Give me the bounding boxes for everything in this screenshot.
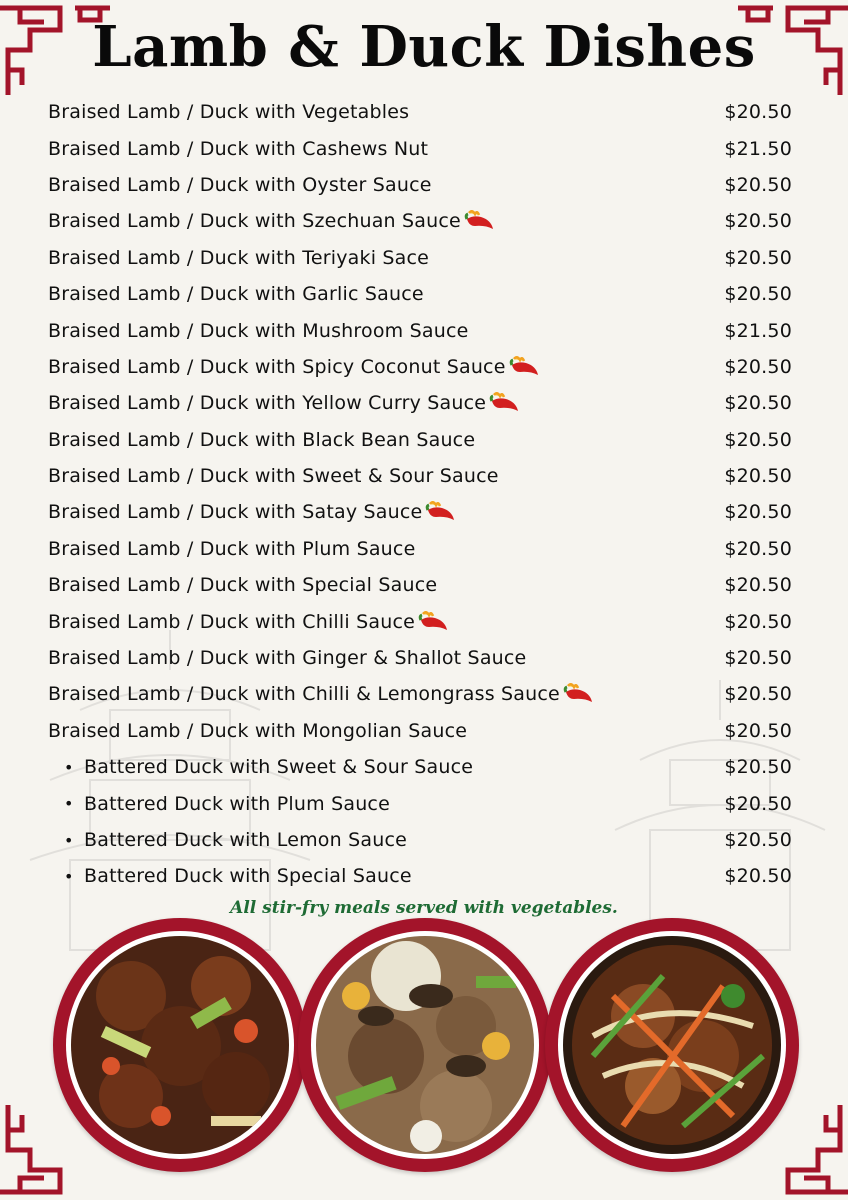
- menu-item: [48, 640, 792, 676]
- chili-pepper-icon: [424, 500, 456, 524]
- menu-item: [48, 312, 792, 348]
- menu-item-name: Braised Lamb / Duck with Garlic Sauce: [48, 283, 424, 306]
- menu-item: [48, 676, 792, 712]
- menu-item-name-wrap: [48, 283, 424, 305]
- menu-item-name: Battered Duck with Plum Sauce: [84, 792, 390, 815]
- menu-item: [48, 203, 792, 239]
- menu-item: [48, 349, 792, 385]
- chili-pepper-icon: [463, 209, 495, 233]
- menu-item-price: $20.50: [724, 829, 792, 851]
- dish-photo-3: [545, 918, 799, 1172]
- menu-item-name: Braised Lamb / Duck with Black Bean Sauce: [48, 428, 476, 451]
- menu-item-price: $20.50: [724, 537, 792, 560]
- menu-item-price: $20.50: [724, 683, 792, 706]
- menu-item-name: Braised Lamb / Duck with Oyster Sauce: [48, 173, 432, 196]
- menu-item-name-wrap: [48, 574, 437, 596]
- bullet-icon: •: [64, 866, 74, 886]
- bullet-icon: •: [64, 794, 74, 814]
- menu-item: [48, 276, 792, 312]
- menu-item-price: $20.50: [724, 574, 792, 597]
- menu-item-price: $20.50: [724, 283, 792, 306]
- menu-item: [48, 531, 792, 567]
- menu-item: [48, 749, 792, 785]
- menu-item: [48, 422, 792, 458]
- menu-item-name: Braised Lamb / Duck with Vegetables: [48, 101, 410, 124]
- menu-item-name: Braised Lamb / Duck with Chilli Sauce: [48, 610, 415, 633]
- menu-item-name: Braised Lamb / Duck with Yellow Curry Sauce: [48, 392, 487, 415]
- menu-item-price: $20.50: [724, 647, 792, 670]
- chili-pepper-icon: [508, 355, 540, 379]
- menu-item-name-wrap: [48, 538, 415, 560]
- menu-item-name: Braised Lamb / Duck with Spicy Coconut Sauce: [48, 355, 506, 378]
- menu-item-price: $20.50: [724, 865, 792, 888]
- menu-item-price: $20.50: [724, 392, 792, 415]
- menu-item-name: Battered Duck with Special Sauce: [84, 865, 412, 888]
- menu-item-name-wrap: [48, 465, 499, 487]
- menu-item-name-wrap: [48, 174, 432, 196]
- menu-item-name: Braised Lamb / Duck with Szechuan Sauce: [48, 210, 461, 233]
- menu-item-name: Braised Lamb / Duck with Plum Sauce: [48, 537, 416, 560]
- menu-item: [48, 130, 792, 166]
- menu-item: [48, 458, 792, 494]
- menu-item-name: Battered Duck with Sweet & Sour Sauce: [84, 756, 474, 779]
- menu-item-price: $21.50: [724, 137, 792, 160]
- menu-item-name: Braised Lamb / Duck with Special Sauce: [48, 574, 438, 597]
- menu-item-price: $20.50: [724, 101, 792, 124]
- menu-item-name: Battered Duck with Lemon Sauce: [84, 829, 407, 851]
- menu-item-name-wrap: [48, 793, 390, 815]
- menu-item: [48, 240, 792, 276]
- menu-item-name-wrap: [48, 610, 449, 634]
- menu-item-price: $20.50: [724, 246, 792, 269]
- menu-item: [48, 603, 792, 639]
- bullet-icon: •: [64, 830, 74, 850]
- menu-item-name: Braised Lamb / Duck with Chilli & Lemongrass Sauce: [48, 683, 560, 706]
- menu-item-name: Braised Lamb / Duck with Cashews Nut: [48, 137, 429, 160]
- menu-item-price: $20.50: [724, 792, 792, 815]
- menu-item-name: Braised Lamb / Duck with Satay Sauce: [48, 501, 423, 524]
- menu-item: [48, 167, 792, 203]
- chili-pepper-icon: [562, 682, 594, 706]
- menu-item-name-wrap: [48, 829, 407, 851]
- menu-item-name: Braised Lamb / Duck with Mushroom Sauce: [48, 319, 469, 342]
- footnote: All stir-fry meals served with vegetables.: [230, 898, 618, 918]
- menu-item-price: $20.50: [724, 756, 792, 779]
- menu-item-price: $20.50: [724, 355, 792, 378]
- chili-pepper-icon: [488, 391, 520, 415]
- dish-photo-2: [298, 918, 552, 1172]
- menu-item-name: Braised Lamb / Duck with Sweet & Sour Sauce: [48, 465, 499, 488]
- menu-item-price: $20.50: [724, 210, 792, 233]
- menu-item-name-wrap: [48, 865, 412, 887]
- menu-item-name: Braised Lamb / Duck with Mongolian Sauce: [48, 719, 468, 742]
- dish-photo-1: [53, 918, 307, 1172]
- menu-item-price: $20.50: [724, 719, 792, 742]
- menu-item-name-wrap: [48, 101, 409, 123]
- menu-item-name-wrap: [48, 429, 475, 451]
- chili-pepper-icon: [417, 610, 449, 634]
- menu-item-name-wrap: [48, 320, 469, 342]
- menu-item-price: $21.50: [724, 319, 792, 342]
- bullet-icon: •: [64, 757, 74, 777]
- menu-item-name-wrap: [48, 247, 429, 269]
- menu-item-price: $20.50: [724, 610, 792, 633]
- menu-item-name-wrap: [48, 391, 520, 415]
- menu-item: [48, 858, 792, 894]
- menu-item-price: $20.50: [724, 465, 792, 488]
- menu-item: [48, 494, 792, 530]
- menu-item: [48, 567, 792, 603]
- menu-item-name-wrap: [48, 682, 594, 706]
- menu-item-name: Braised Lamb / Duck with Teriyaki Sace: [48, 246, 430, 269]
- menu-list: [48, 94, 792, 895]
- menu-item: [48, 785, 792, 821]
- page-title: Lamb & Duck Dishes: [92, 14, 756, 80]
- menu-item-name-wrap: [48, 756, 473, 778]
- menu-item-price: $20.50: [724, 428, 792, 451]
- menu-item-name-wrap: [48, 209, 495, 233]
- menu-item: [48, 822, 792, 858]
- menu-item-name-wrap: [48, 138, 428, 160]
- menu-item-price: $20.50: [724, 173, 792, 196]
- menu-item-name-wrap: [48, 720, 467, 742]
- menu-item-name-wrap: [48, 355, 540, 379]
- menu-item: [48, 713, 792, 749]
- menu-item-price: $20.50: [724, 501, 792, 524]
- menu-item: [48, 385, 792, 421]
- menu-item-name-wrap: [48, 500, 456, 524]
- menu-item: [48, 94, 792, 130]
- menu-item-name: Braised Lamb / Duck with Ginger & Shallot Sauce: [48, 647, 527, 670]
- menu-item-name-wrap: [48, 647, 526, 669]
